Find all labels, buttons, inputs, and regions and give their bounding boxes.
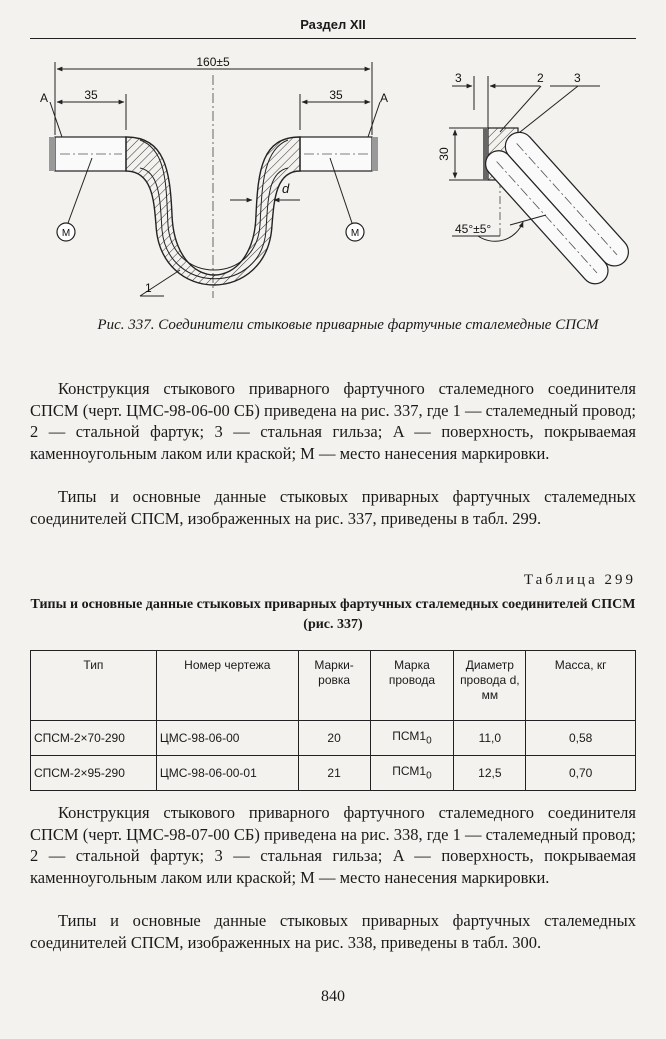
- figure-337: [0, 40, 666, 312]
- cell-wire-grade: $ПСМ1_0$: [370, 756, 454, 791]
- table-number: Таблица 299: [523, 572, 636, 588]
- col-header-drawing: Номер чертежа: [156, 651, 298, 721]
- cell-drawing: ЦМС-98-06-00-01: [156, 756, 298, 791]
- cell-marking: 20: [298, 721, 370, 756]
- cell-marking: 21: [298, 756, 370, 791]
- cell-diameter: 12,5: [454, 756, 526, 791]
- paragraph-4: Типы и основные данные стыковых приварных фартучных сталемедных соединителей СПСМ, изображенных на рис. 338, приведены в табл. 300.: [30, 911, 636, 952]
- dim-overall: 160±5: [196, 55, 230, 69]
- table-row: [31, 756, 636, 791]
- cell-type: СПСМ-2×70-290: [31, 721, 157, 756]
- page-number: 840: [321, 988, 345, 1005]
- label-mark-left: M: [61, 228, 71, 239]
- dim-end-left: 35: [84, 88, 98, 102]
- col-header-type: Тип: [31, 651, 157, 721]
- running-header: [30, 8, 636, 39]
- side-height: 30: [437, 147, 451, 161]
- col-header-wire-grade: Марка провода: [370, 651, 454, 721]
- paragraph-1: Конструкция стыкового приварного фартучного сталемедного соединителя СПСМ (черт. ЦМС-98-06-00 СБ) приведена на рис. 337, где 1 — сталемедный провод; 2 — стальной фартук; 3 — стальная гильза; A — поверхность, покрываемая каменноугольным лаком или краской; M — место нанесения маркировки.: [30, 379, 636, 463]
- section-title: Раздел XII: [300, 17, 366, 32]
- cell-drawing: ЦМС-98-06-00: [156, 721, 298, 756]
- side-gap-right: 3: [574, 71, 581, 85]
- side-gap-left: 3: [455, 71, 462, 85]
- label-wire: 1: [145, 281, 152, 295]
- col-header-diameter: Диаметр провода d, мм: [454, 651, 526, 721]
- label-mark-right: M: [350, 228, 360, 239]
- label-surface-left: A: [40, 91, 49, 105]
- label-surface-right: A: [380, 91, 389, 105]
- table-header-row: [31, 651, 636, 721]
- table-title: Типы и основные данные стыковых приварных фартучных сталемедных соединителей СПСМ (рис. 337): [30, 597, 636, 632]
- col-header-marking: Марки-ровка: [298, 651, 370, 721]
- table-row: [31, 721, 636, 756]
- data-table: [30, 650, 636, 791]
- cell-wire-grade: $ПСМ1_0$: [370, 721, 454, 756]
- dim-end-right: 35: [329, 88, 343, 102]
- cell-mass: 0,70: [526, 756, 636, 791]
- side-apron: 2: [537, 71, 544, 85]
- cell-type: СПСМ-2×95-290: [31, 756, 157, 791]
- side-angle: 45°±5°: [455, 222, 492, 236]
- paragraph-3: Конструкция стыкового приварного фартучного сталемедного соединителя СПСМ (черт. ЦМС-98-07-00 СБ) приведена на рис. 338, где 1 — сталемедный провод; 2 — стальной фартук; 3 — стальная гильза; A — поверхность, покрываемая каменноугольным лаком или краской; M — место нанесения маркировки.: [30, 803, 636, 887]
- figure-caption: Рис. 337. Соединители стыковые приварные фартучные сталемедные СПСМ: [97, 317, 599, 333]
- side-view: [449, 76, 634, 289]
- paragraph-2: Типы и основные данные стыковых приварных фартучных сталемедных соединителей СПСМ, изображенных на рис. 337, приведены в табл. 299.: [30, 487, 636, 528]
- dimension-lines: [55, 62, 372, 135]
- label-diameter: d: [282, 181, 290, 196]
- cell-mass: 0,58: [526, 721, 636, 756]
- cell-diameter: 11,0: [454, 721, 526, 756]
- col-header-mass: Масса, кг: [526, 651, 636, 721]
